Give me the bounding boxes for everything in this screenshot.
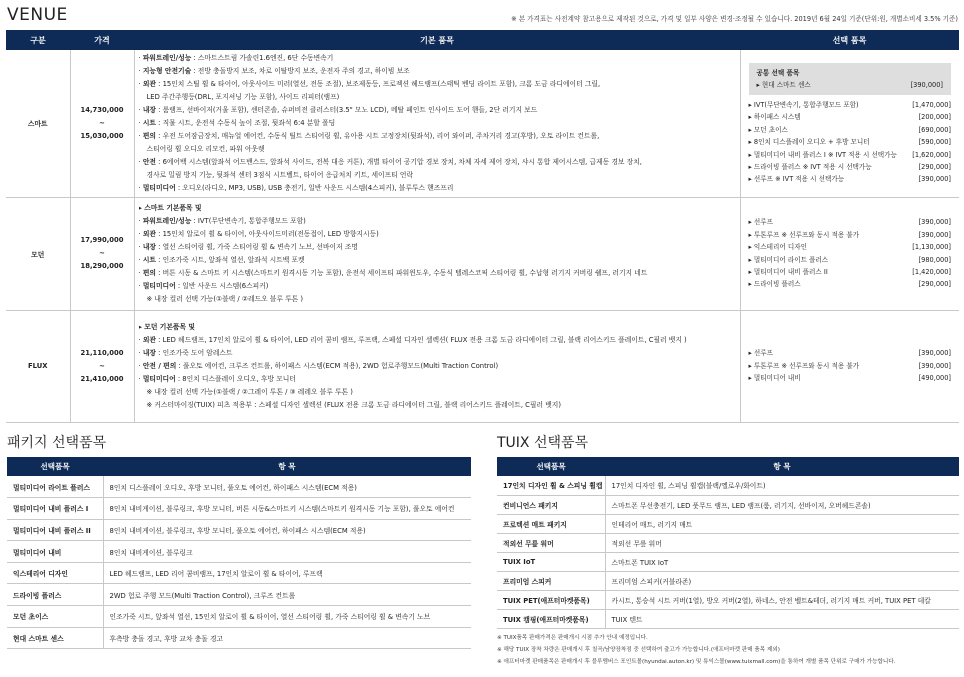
col-header-price: 가격 bbox=[70, 30, 134, 50]
item-text: : 전방 충돌방지 보조, 차로 이탈방지 보조, 운전자 주의 경고, 하이빔 보조 bbox=[191, 67, 410, 76]
item-text: ※ 커스터마이징(TUIX) 피츠 적용부 : 스페셜 디자인 셀렉션 (FLUX 전용 크롬 도금 라디에이터 그릴, 블랙 리어스키드 플레이트, C필러 뱃지) bbox=[146, 401, 561, 410]
package-table bbox=[7, 457, 471, 649]
option-row bbox=[749, 278, 952, 290]
tuix-row bbox=[497, 533, 959, 552]
option-name-wrap bbox=[749, 347, 774, 359]
standard-item: · 멀티미디어 : 8인치 디스플레이 오디오, 후방 모니터 bbox=[138, 375, 296, 384]
option-row bbox=[749, 124, 952, 136]
package-row bbox=[7, 476, 471, 498]
option-name: ▸ 멀티미디어 라이트 플러스 bbox=[748, 255, 829, 264]
option-name-wrap bbox=[749, 136, 870, 148]
standard-item: · 내장 : 룸램프, 선바이저(거울 포함), 센터콘솔, 슈퍼비전 클러스터(3.5" 모노 LCD), 메탈 페인트 인사이드 도어 핸들, 2단 러기지 보드 bbox=[138, 106, 538, 115]
standard-item: · 외관 : 15인치 스틸 휠 & 타이어, 아웃사이드 미러(열선, 전동 조절), 보조제동등, 프로젝션 헤드램프(스태틱 벤딩 라이트 포함), 크롬 도금 라디에이터 그릴, bbox=[138, 80, 601, 89]
standard-item bbox=[139, 293, 736, 306]
tuix-footnote: ※ TUIX품목 판매가격은 판매개시 시점 추가 안내 예정입니다. bbox=[497, 635, 648, 641]
col-header-options: 선택 품목 bbox=[740, 30, 959, 50]
item-label: 외관 bbox=[142, 229, 156, 238]
option-name-wrap bbox=[749, 99, 859, 111]
price-to: 15,030,000 bbox=[80, 131, 124, 140]
package-col-item: 선택품목 bbox=[7, 457, 103, 476]
price-from: 17,990,000 bbox=[80, 236, 124, 245]
package-item-name: 멀티미디어 내비 bbox=[7, 541, 103, 563]
option-name: ▸ 익스테리어 디자인 bbox=[748, 243, 807, 252]
standard-item: · 외관 : LED 헤드램프, 17인치 알로이 휠 & 타이어, LED 리어 콤비 램프, 루프랙, 스페셜 디자인 셀렉션( FLUX 전용 크롬 도금 라디에이터 그릴, 블랙 리어스키드 플레이트, C필러 뱃지 ) bbox=[138, 335, 687, 344]
package-row bbox=[7, 606, 471, 628]
option-name: ▸ 드라이빙 플러스 bbox=[748, 280, 801, 289]
option-name: ▸ 모던 초이스 bbox=[748, 125, 788, 134]
item-text: : 풀오토 에어컨, 크루즈 컨트롤, 하이패스 시스템(ECM 적용), 2WD 험로주행모드(Multi Traction Control) bbox=[176, 361, 499, 370]
option-name: ▸ 선루프 bbox=[748, 218, 774, 227]
standard-item bbox=[139, 91, 736, 104]
standard-item: · 내장 : 인조가죽 도어 암레스트 bbox=[138, 348, 233, 357]
package-item-desc: 8인치 내비게이션, 블루링크, 후방 모니터, 버튼 시동&스마트키 시스템(스마트키 원격시동 기능 포함), 풀오토 에어컨 bbox=[103, 498, 471, 520]
option-row bbox=[749, 99, 952, 111]
price-to: 18,290,000 bbox=[80, 262, 124, 271]
item-label: 시트 bbox=[142, 256, 156, 265]
standard-item: · 외관 : 15인치 알로이 휠 & 타이어, 아웃사이드미러(전동접이, LED 방향지시등) bbox=[138, 229, 379, 238]
tuix-col-desc: 항 목 bbox=[605, 457, 959, 476]
tuix-heading: TUIX 선택품목 bbox=[497, 435, 589, 451]
option-price: [390,000] bbox=[910, 80, 943, 89]
option-price: [390,000] bbox=[918, 349, 951, 358]
common-option-row bbox=[757, 79, 944, 91]
trim-row bbox=[6, 197, 959, 310]
option-items bbox=[740, 310, 959, 422]
item-text: : 우전 도어잠금장치, 매뉴얼 에어컨, 수동식 틸트 스티어링 휠, 유아용 시트 고정장치(뒷좌석), 리어 와이퍼, 주차거리 경고(후방), 오토 라이트 컨트롤, bbox=[155, 132, 600, 141]
package-heading: 패키지 선택품목 bbox=[7, 435, 107, 451]
trim-price bbox=[70, 50, 134, 197]
tuix-row bbox=[497, 590, 959, 609]
trim-row bbox=[6, 310, 959, 422]
standard-items bbox=[134, 50, 740, 197]
package-item-desc: LED 헤드램프, LED 리어 콤비램프, 17인치 알로이 휠 & 타이어, 루프랙 bbox=[103, 562, 471, 584]
option-name-wrap bbox=[749, 149, 897, 161]
option-price: [200,000] bbox=[918, 113, 951, 122]
option-name-wrap bbox=[749, 278, 801, 290]
package-item-name: 현대 스마트 센스 bbox=[7, 627, 103, 649]
option-price: [390,000] bbox=[918, 230, 951, 239]
option-name: ▸ 멀티미디어 내비 플러스 II bbox=[748, 267, 828, 276]
option-name-wrap bbox=[749, 254, 829, 266]
item-label: 외관 bbox=[142, 335, 156, 344]
option-note: ※ IVT 적용 시 선택가능 bbox=[773, 175, 845, 184]
option-name-wrap bbox=[749, 161, 872, 173]
standard-item bbox=[139, 202, 736, 215]
option-name: ▸ 8인치 디스플레이 오디오 + 후방 모니터 bbox=[748, 138, 870, 147]
item-text: : 스마트스트림 가솔린1.6엔진, 6단 수동변속기 bbox=[191, 54, 334, 62]
option-row bbox=[749, 216, 952, 228]
option-row bbox=[749, 136, 952, 148]
item-text: : 일반 사운드 시스템(6스피커) bbox=[175, 282, 269, 291]
tuix-item-desc: 적외선 무릎 워머 bbox=[605, 533, 959, 552]
option-name-wrap bbox=[749, 360, 860, 372]
price-notice: ※ 본 가격표는 사전계약 참고용으로 제작된 것으로, 가격 및 일부 사양은 변경·조정될 수 있습니다. 2019년 6월 24일 기준(단위:원, 개별소비세 3.5% 기준) bbox=[511, 15, 958, 23]
item-label: 파워트레인/성능 bbox=[142, 216, 192, 225]
standard-item: · 파워트레인/성능 : IVT(무단변속기, 통합주행모드 포함) bbox=[138, 216, 306, 225]
standard-item: · 시트 : 직물 시트, 운전석 수동식 높이 조절, 뒷좌석 6:4 분할 폴딩 bbox=[138, 119, 336, 128]
trim-name: 모던 bbox=[6, 197, 70, 310]
item-text: 경사로 밀림 방지 기능, 뒷좌석 센터 3점식 시트벨트, 타이어 응급처치 키트, 세이프티 언락 bbox=[146, 171, 414, 180]
item-text: : 버튼 시동 & 스마트 키 시스템(스마트키 원격시동 기능 포함), 운전석 세이프티 파워윈도우, 수동식 텔레스코픽 스티어링 휠, 수납형 러기지 커버링 쉘프, 러기지 네트 bbox=[155, 269, 648, 278]
option-name: ▸ 현대 스마트 센스 bbox=[756, 80, 811, 89]
item-label: 편의 bbox=[142, 132, 156, 141]
item-text: : 8인치 디스플레이 오디오, 후방 모니터 bbox=[175, 375, 296, 384]
option-name: ▸ 멀티미디어 내비 bbox=[748, 374, 801, 383]
item-label: 파워트레인/성능 bbox=[142, 54, 192, 62]
item-text: : IVT(무단변속기, 통합주행모드 포함) bbox=[191, 216, 306, 225]
option-name-wrap bbox=[749, 372, 801, 384]
package-col-desc: 항 목 bbox=[103, 457, 471, 476]
tuix-item-desc: 인테리어 매트, 러기지 매트 bbox=[605, 514, 959, 533]
item-text: : 인조가죽 시트, 앞좌석 열선, 앞좌석 시트백 포켓 bbox=[155, 256, 305, 265]
option-name-wrap bbox=[749, 241, 807, 253]
option-price: [1,420,000] bbox=[912, 267, 951, 276]
option-price: [490,000] bbox=[918, 374, 951, 383]
page-title: VENUE bbox=[7, 5, 68, 25]
package-item-desc: 8인치 디스플레이 오디오, 후방 모니터, 풀오토 에어컨, 하이패스 시스템(ECM 적용) bbox=[103, 476, 471, 498]
common-option-box bbox=[749, 63, 952, 95]
price-tilde: ~ bbox=[99, 118, 105, 127]
tuix-item-desc: 스마트폰 무선충전기, LED 풋무드 램프, LED 램프(룸, 러기지, 선바이저, 오버헤드콘솔) bbox=[605, 495, 959, 514]
option-row bbox=[749, 372, 952, 384]
option-name: ▸ 하이패스 시스템 bbox=[748, 113, 801, 122]
tuix-item-desc: TUIX 텐트 bbox=[605, 609, 959, 628]
option-price: [690,000] bbox=[918, 125, 951, 134]
standard-items bbox=[134, 197, 740, 310]
item-label: 외관 bbox=[142, 80, 156, 89]
option-row bbox=[749, 241, 952, 253]
package-item-name: 드라이빙 플러스 bbox=[7, 584, 103, 606]
tuix-row bbox=[497, 571, 959, 590]
tuix-footnote: ※ 해당 TUIX 장착 차량은 판매개시 후 칠곡/남양장착점 중 선택하여 출고가 가능합니다.(애프터마켓 판매 품목 제외) bbox=[497, 647, 780, 653]
option-note: ※ IVT 적용 시 선택가능 bbox=[800, 163, 872, 172]
option-note: ※ 선루프와 동시 적용 불가 bbox=[779, 361, 860, 370]
col-header-standard: 기본 품목 bbox=[134, 30, 740, 50]
option-name: ▸ 멀티미디어 내비 플러스 I bbox=[748, 150, 826, 159]
standard-item: · 시트 : 인조가죽 시트, 앞좌석 열선, 앞좌석 시트백 포켓 bbox=[138, 256, 305, 265]
tuix-item-desc: 카시트, 통승석 시트 커버(1열), 방오 커버(2열), 하네스, 안전 벨트&테더, 러기지 매트 커버, TUIX PET 데칼 bbox=[605, 590, 959, 609]
item-text: : 6에어백 시스템(앞좌석 어드밴스드, 앞좌석 사이드, 전복 대응 커튼), 개별 타이어 공기압 경보 장치, 차체 자세 제어 장치, 샤시 통합 제어시스템, 급제동 경보 장치, bbox=[155, 158, 642, 167]
standard-item: · 멀티미디어 : 오디오(라디오, MP3, USB), USB 충전기, 일반 사운드 시스템(4스피커), 블루투스 핸즈프리 bbox=[138, 184, 454, 193]
price-to: 21,410,000 bbox=[80, 374, 124, 383]
option-price: [1,620,000] bbox=[912, 150, 951, 159]
standard-item: · 지능형 안전기술 : 전방 충돌방지 보조, 차로 이탈방지 보조, 운전자 주의 경고, 하이빔 보조 bbox=[138, 67, 410, 76]
tuix-row bbox=[497, 495, 959, 514]
item-label: 안전 bbox=[142, 158, 156, 167]
option-name-wrap bbox=[749, 266, 828, 278]
common-option-title: 공통 선택 품목 bbox=[756, 68, 800, 77]
option-row bbox=[749, 149, 952, 161]
option-name: ▸ 드라이빙 플러스 bbox=[748, 163, 801, 172]
option-price: [1,130,000] bbox=[912, 243, 951, 252]
trim-row bbox=[6, 50, 959, 197]
tuix-item-name: 프로텍션 매트 패키지 bbox=[497, 514, 605, 533]
tuix-item-name: TUIX 캠핑(애프터마켓품목) bbox=[497, 609, 605, 628]
option-price: [390,000] bbox=[918, 218, 951, 227]
tuix-item-name: TUIX PET(애프터마켓품목) bbox=[497, 590, 605, 609]
trim-price bbox=[70, 310, 134, 422]
package-item-name: 익스테리어 디자인 bbox=[7, 562, 103, 584]
package-item-name: 멀티미디어 라이트 플러스 bbox=[7, 476, 103, 498]
option-name-wrap bbox=[749, 111, 801, 123]
price-tilde: ~ bbox=[99, 249, 105, 258]
item-label: 편의 bbox=[142, 269, 156, 278]
item-label: 시트 bbox=[142, 119, 156, 128]
package-item-name: 모던 초이스 bbox=[7, 606, 103, 628]
package-row bbox=[7, 541, 471, 563]
package-item-desc: 2WD 험로 주행 모드(Multi Traction Control), 크루즈 컨트롤 bbox=[103, 584, 471, 606]
option-price: [290,000] bbox=[918, 280, 951, 289]
package-row bbox=[7, 627, 471, 649]
item-label: 안전 / 편의 bbox=[142, 361, 177, 370]
item-label: 내장 bbox=[142, 106, 156, 115]
package-item-desc: 인조가죽 시트, 앞좌석 열선, 15인치 알로이 휠 & 타이어, 열선 스티어링 휠, 가죽 스티어링 휠 & 변속기 노브 bbox=[103, 606, 471, 628]
option-name-wrap bbox=[749, 124, 788, 136]
standard-item bbox=[139, 386, 736, 399]
trim-price bbox=[70, 197, 134, 310]
package-row bbox=[7, 562, 471, 584]
standard-item bbox=[139, 143, 736, 156]
option-items bbox=[740, 197, 959, 310]
tuix-item-name: TUIX IoT bbox=[497, 552, 605, 571]
option-price: [980,000] bbox=[918, 255, 951, 264]
price-table bbox=[6, 30, 959, 423]
package-item-desc: 8인치 내비게이션, 블루링크 bbox=[103, 541, 471, 563]
item-label: 멀티미디어 bbox=[142, 184, 176, 193]
item-text: : 열선 스티어링 휠, 가죽 스티어링 휠 & 변속기 노브, 선바이저 조명 bbox=[155, 242, 358, 251]
tuix-item-name: 적외선 무릎 워머 bbox=[497, 533, 605, 552]
tuix-item-desc: 스마트폰 TUIX IoT bbox=[605, 552, 959, 571]
standard-items bbox=[134, 310, 740, 422]
tuix-col-item: 선택품목 bbox=[497, 457, 605, 476]
tuix-item-name: 17인치 디자인 휠 & 스피닝 휠캡 bbox=[497, 476, 605, 495]
option-row bbox=[749, 111, 952, 123]
item-text: : 15인치 알로이 휠 & 타이어, 아웃사이드미러(전동접이, LED 방향지시등) bbox=[155, 229, 379, 238]
price-from: 21,110,000 bbox=[80, 348, 124, 357]
option-row bbox=[749, 254, 952, 266]
item-label: 멀티미디어 bbox=[142, 282, 176, 291]
item-text: 스티어링 휠 오디오 리모컨, 파워 아웃렛 bbox=[146, 145, 265, 154]
option-name: ▸ IVT(무단변속기, 통합주행모드 포함) bbox=[748, 101, 859, 110]
package-item-name: 멀티미디어 내비 플러스 II bbox=[7, 519, 103, 541]
tuix-row bbox=[497, 514, 959, 533]
standard-item bbox=[139, 321, 736, 334]
package-row bbox=[7, 498, 471, 520]
option-price: [1,470,000] bbox=[912, 101, 951, 110]
col-header-trim: 구분 bbox=[6, 30, 70, 50]
option-row bbox=[749, 347, 952, 359]
option-name-wrap bbox=[749, 216, 774, 228]
standard-item: · 편의 : 우전 도어잠금장치, 매뉴얼 에어컨, 수동식 틸트 스티어링 휠, 유아용 시트 고정장치(뒷좌석), 리어 와이퍼, 주차거리 경고(후방), 오토 라이트 컨트롤, bbox=[138, 132, 600, 141]
item-text: : LED 헤드램프, 17인치 알로이 휠 & 타이어, LED 리어 콤비 램프, 루프랙, 스페셜 디자인 셀렉션( FLUX 전용 크롬 도금 라디에이터 그릴, 블랙 리어스키드 플레이트, C필러 뱃지 ) bbox=[155, 335, 687, 344]
tuix-item-desc: 17인치 디자인 휠, 스피닝 휠캡(블랙/옐로우/화이트) bbox=[605, 476, 959, 495]
item-text: ※ 내장 컬러 선택 가능(①블랙 / ②그레이 투톤 / ③ 레레오 블루 투톤 ) bbox=[146, 388, 353, 397]
item-text: LED 주간주행등(DRL, 포지셔닝 기능 포함), 사이드 리피터(램프) bbox=[146, 93, 340, 102]
option-row bbox=[749, 173, 952, 185]
tuix-row bbox=[497, 476, 959, 495]
option-name: ▸ 선루프 bbox=[748, 349, 774, 358]
standard-item bbox=[139, 399, 736, 412]
price-from: 14,730,000 bbox=[80, 105, 124, 114]
standard-item: · 편의 : 버튼 시동 & 스마트 키 시스템(스마트키 원격시동 기능 포함), 운전석 세이프티 파워윈도우, 수동식 텔레스코픽 스티어링 휠, 수납형 러기지 커버링 쉘프, 러기지 네트 bbox=[138, 269, 648, 278]
item-label: 내장 bbox=[142, 348, 156, 357]
option-price: [390,000] bbox=[918, 361, 951, 370]
standard-item: · 안전 / 편의 : 풀오토 에어컨, 크루즈 컨트롤, 하이패스 시스템(ECM 적용), 2WD 험로주행모드(Multi Traction Control) bbox=[138, 361, 499, 370]
standard-item: · 내장 : 열선 스티어링 휠, 가죽 스티어링 휠 & 변속기 노브, 선바이저 조명 bbox=[138, 242, 358, 251]
item-label: 멀티미디어 bbox=[142, 375, 176, 384]
item-text: ※ 내장 컬러 선택 가능(①블랙 / ②레드오 블루 투톤 ) bbox=[146, 295, 304, 304]
item-text: : 직물 시트, 운전석 수동식 높이 조절, 뒷좌석 6:4 분할 폴딩 bbox=[155, 119, 336, 128]
item-text: ▸ 스마트 기본품목 및 bbox=[138, 203, 202, 212]
tuix-footnote: ※ 애프터마켓 판매품목은 판매개시 후 블루멤버스 포인트몰(hyundai.auton.kr) 및 튜익스몰(www.tuixmall.com)을 통하여 개별 품목 단위로 구매가 가능합니다. bbox=[497, 659, 896, 665]
package-item-name: 멀티미디어 내비 플러스 I bbox=[7, 498, 103, 520]
tuix-row bbox=[497, 609, 959, 628]
standard-item: · 파워트레인/성능 : 스마트스트림 가솔린1.6엔진, 6단 수동변속기 bbox=[138, 54, 334, 62]
item-label: 내장 bbox=[142, 242, 156, 251]
standard-item: · 안전 : 6에어백 시스템(앞좌석 어드밴스드, 앞좌석 사이드, 전복 대응 커튼), 개별 타이어 공기압 경보 장치, 차체 자세 제어 장치, 샤시 통합 제어시스템, 급제동 경보 장치, bbox=[138, 158, 642, 167]
option-name: ▸ 투톤루프 bbox=[748, 361, 780, 370]
tuix-item-desc: 프리미엄 스피커(커블라존) bbox=[605, 571, 959, 590]
option-row bbox=[749, 266, 952, 278]
option-name: ▸ 투톤루프 bbox=[748, 230, 780, 239]
option-price: [590,000] bbox=[918, 138, 951, 147]
option-name-wrap bbox=[749, 229, 860, 241]
standard-item bbox=[139, 169, 736, 182]
tuix-item-name: 프리미엄 스피커 bbox=[497, 571, 605, 590]
trim-name: 스마트 bbox=[6, 50, 70, 197]
package-row bbox=[7, 584, 471, 606]
option-name: ▸ 선루프 bbox=[748, 175, 774, 184]
price-tilde: ~ bbox=[99, 361, 105, 370]
option-items bbox=[740, 50, 959, 197]
option-price: [390,000] bbox=[918, 175, 951, 184]
item-text: : 15인치 스틸 휠 & 타이어, 아웃사이드 미러(열선, 전동 조절), 보조제동등, 프로젝션 헤드램프(스태틱 벤딩 라이트 포함), 크롬 도금 라디에이터 그릴, bbox=[155, 80, 601, 89]
tuix-table bbox=[497, 457, 959, 629]
option-row bbox=[749, 161, 952, 173]
option-price: [290,000] bbox=[918, 163, 951, 172]
option-note: ※ 선루프와 동시 적용 불가 bbox=[779, 230, 860, 239]
item-text: : 오디오(라디오, MP3, USB), USB 충전기, 일반 사운드 시스템(4스피커), 블루투스 핸즈프리 bbox=[175, 184, 454, 193]
tuix-item-name: 컨비니언스 패키지 bbox=[497, 495, 605, 514]
option-row bbox=[749, 229, 952, 241]
package-item-desc: 후측방 충돌 경고, 후방 교차 충돌 경고 bbox=[103, 627, 471, 649]
option-name-wrap bbox=[749, 173, 845, 185]
item-text: ▸ 모던 기본품목 및 bbox=[138, 322, 195, 331]
item-label: 지능형 안전기술 bbox=[142, 67, 192, 76]
package-item-desc: 8인치 내비게이션, 블루링크, 후방 모니터, 풀오토 에어컨, 하이패스 시스템(ECM 적용) bbox=[103, 519, 471, 541]
package-row bbox=[7, 519, 471, 541]
item-text: : 룸램프, 선바이저(거울 포함), 센터콘솔, 슈퍼비전 클러스터(3.5" 모노 LCD), 메탈 페인트 인사이드 도어 핸들, 2단 러기지 보드 bbox=[155, 106, 538, 115]
item-text: : 인조가죽 도어 암레스트 bbox=[155, 348, 233, 357]
standard-item: · 멀티미디어 : 일반 사운드 시스템(6스피커) bbox=[138, 282, 269, 291]
tuix-row bbox=[497, 552, 959, 571]
option-row bbox=[749, 360, 952, 372]
trim-name: FLUX bbox=[6, 310, 70, 422]
option-note: ※ IVT 적용 시 선택가능 bbox=[825, 150, 897, 159]
